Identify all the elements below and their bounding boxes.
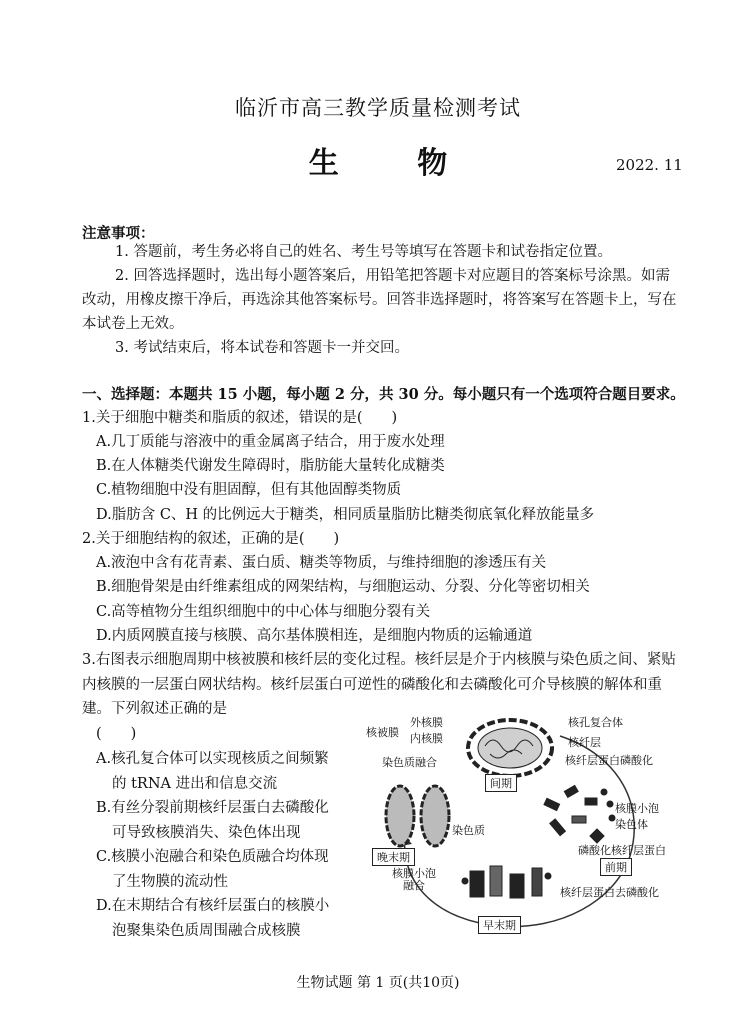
label-inner-membrane: 内核膜	[410, 732, 443, 745]
question-1-option-b: B.在人体糖类代谢发生障碍时，脂肪能大量转化成糖类	[96, 458, 445, 474]
label-chromosome: 染色体	[615, 818, 648, 831]
label-prophase: 前期	[600, 858, 632, 876]
option-d-line-1: D.在末期结合有核纤层蛋白的核膜小	[96, 898, 330, 914]
question-1-option-d: D.脂肪含 C、H 的比例远大于糖类，相同质量脂肪比糖类彻底氧化释放能量多	[96, 507, 595, 523]
label-chromatin-fusion: 染色质融合	[382, 756, 437, 769]
question-1-stem: 1.关于细胞中糖类和脂质的叙述，错误的是( )	[82, 410, 398, 426]
question-2-option-a: A.液泡中含有花青素、蛋白质、糖类等物质，与维持细胞的渗透压有关	[96, 555, 547, 571]
interphase-chromatin	[478, 728, 542, 768]
label-phos-lamin: 磷酸化核纤层蛋白	[578, 844, 666, 857]
option-d-line-2: 泡聚集染色质周围融合成核膜	[112, 922, 301, 939]
question-3-option-c	[96, 845, 356, 894]
label-lamina: 核纤层	[568, 736, 601, 749]
label-interphase: 间期	[485, 774, 517, 792]
question-3-answer-paren: ( )	[96, 726, 137, 742]
option-c-line-1: C.核膜小泡融合和染色质融合均体现	[96, 849, 329, 865]
page-footer: 生物试题 第 1 页(共10页)	[296, 975, 460, 991]
option-a-line-1: A.核孔复合体可以实现核质之间频繁	[96, 751, 329, 767]
option-a-line-2: 的 tRNA 进出和信息交流	[112, 775, 278, 792]
option-b-line-1: B.有丝分裂前期核纤层蛋白去磷酸化	[96, 800, 329, 816]
question-2-option-b: B.细胞骨架是由纤维素组成的网架结构，与细胞运动、分裂、分化等密切相关	[96, 579, 590, 595]
label-vesicle: 核膜小泡	[615, 802, 659, 815]
option-c-line-2: 了生物膜的流动性	[112, 873, 228, 890]
notice-item-3: 3. 考试结束后，将本试卷和答题卡一并交回。	[115, 340, 409, 356]
question-3-option-d	[96, 894, 356, 943]
question-1-option-c: C.植物细胞中没有胆固醇，但有其他固醇类物质	[96, 482, 402, 498]
late-telophase-nucleus-left	[386, 786, 414, 846]
label-early-telophase: 早末期	[478, 916, 521, 934]
exam-subject: 生 物	[308, 146, 482, 181]
label-outer-membrane: 外核膜	[410, 716, 443, 729]
question-2-option-c: C.高等植物分生组织细胞中的中心体与细胞分裂有关	[96, 604, 431, 620]
question-3-option-a	[96, 747, 356, 796]
question-3-stem: 3.右图表示细胞周期中核被膜和核纤层的变化过程。核纤层是介于内核膜与染色质之间、紧贴内核膜的一层蛋白网状结构。核纤层蛋白可逆性的磷酸化和去磷酸化可介导核膜的解体和重建。下列叙述正确的是	[82, 652, 676, 717]
label-lamin-dephos: 核纤层蛋白去磷酸化	[560, 886, 659, 899]
label-late-telophase: 晚末期	[372, 848, 415, 866]
cell-cycle-figure	[360, 706, 690, 942]
label-chromatin: 染色质	[452, 824, 485, 837]
label-vesicle-fusion: 核膜小泡融合	[392, 867, 436, 892]
notice-heading: 注意事项：	[82, 225, 155, 242]
exam-date: 2022. 11	[616, 156, 683, 174]
question-3-option-b	[96, 796, 356, 845]
late-telophase-nucleus-right	[421, 786, 449, 846]
label-dephos-lamin: 核纤层蛋白磷酸化	[565, 754, 653, 767]
question-2-option-d: D.内质网膜直接与核膜、高尔基体膜相连，是细胞内物质的运输通道	[96, 628, 533, 644]
label-nuclear-envelope: 核被膜	[366, 726, 399, 739]
question-2-stem: 2.关于细胞结构的叙述，正确的是( )	[82, 531, 340, 547]
notice-item-2: 2. 回答选择题时，选出每小题答案后，用铅笔把答题卡对应题目的答案标号涂黑。如需改动，用橡皮擦干净后，再选涂其他答案标号。回答非选择题时，将答案写在答题卡上，写在本试卷上无效。	[82, 268, 677, 332]
option-b-line-2: 可导致核膜消失、染色体出现	[112, 824, 301, 841]
question-1-option-a: A.几丁质能与溶液中的重金属离子结合，用于废水处理	[96, 434, 445, 450]
notice-item-1: 1. 答题前，考生务必将自己的姓名、考生号等填写在答题卡和试卷指定位置。	[115, 244, 612, 260]
exam-title: 临沂市高三教学质量检测考试	[235, 96, 521, 120]
label-npc: 核孔复合体	[568, 716, 623, 729]
prophase-fragments	[544, 785, 615, 843]
early-telophase-chromatids	[462, 866, 551, 898]
section-heading: 一、选择题：本题共 15 小题，每小题 2 分，共 30 分。每小题只有一个选项符合题目要求。	[82, 386, 685, 403]
